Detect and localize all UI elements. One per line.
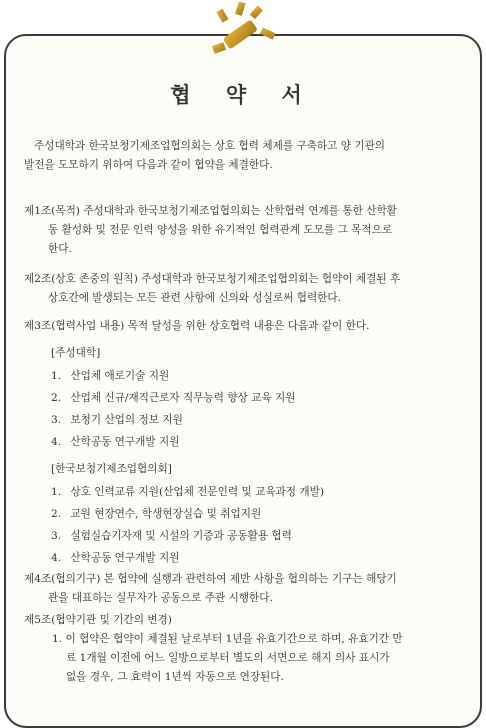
article-3-line: 제3조(협력사업 내용) 목적 달성을 위한 상호협력 내용은 다음과 같이 한다. (24, 320, 370, 332)
list-item: 1. 산업체 애로기술 지원 (51, 370, 170, 382)
article-5 (24, 611, 403, 687)
intro-line: 발전을 도모하기 위하여 다음과 같이 협약을 체결한다. (24, 159, 273, 171)
article-1 (24, 202, 397, 259)
article-5-title: 제5조(협약기관 및 기간의 변경) (24, 614, 172, 626)
list-item: 3. 보청기 산업의 정보 지원 (51, 414, 183, 426)
article-2-line: 제2조(상호 존중의 원칙) 주성대학과 한국보청기제조업협의회는 협약이 체결된 후 (24, 273, 401, 285)
article-1-line: 한다. (48, 243, 72, 255)
group-2-title: [한국보청기제조업협의회] (51, 463, 172, 475)
group-2-list (51, 481, 324, 569)
list-item: 2. 산업체 신규/재직근로자 직무능력 향상 교육 지원 (51, 392, 296, 404)
article-5-line: 료 1개월 이전에 어느 일방으로부터 별도의 서면으로 해지 의사 표시가 (66, 652, 390, 664)
article-2 (24, 270, 400, 308)
article-3 (24, 317, 369, 336)
article-2-line: 상호간에 발생되는 모든 관련 사항에 신의와 성실로써 협력한다. (48, 292, 342, 304)
group-1-list (51, 365, 295, 453)
list-item: 2. 교원 현장연수, 학생현장실습 및 취업지원 (51, 508, 262, 520)
article-5-line: 없을 경우, 그 효력이 1년씩 자동으로 연장된다. (66, 671, 284, 683)
article-4-line: 제4조(협의기구) 본 협약에 실행과 관련하여 제반 사항을 협의하는 기구는 해당기 (24, 573, 397, 585)
article-1-line: 제1조(목적) 주성대학과 한국보청기제조업협의회는 산학협력 연계를 통한 산학활 (24, 205, 397, 217)
group-1-title: [주성대학] (51, 347, 101, 359)
article-4-line: 관을 대표하는 실무자가 공동으로 주관 시행한다. (48, 592, 273, 604)
article-5-line: 1. 이 협약은 협약이 체결된 날로부터 1년을 유효기간으로 하며, 유효기간 만 (52, 633, 403, 645)
intro-line: 주성대학과 한국보청기제조업협의회는 상호 협력 체제를 구축하고 양 기관의 (34, 140, 386, 152)
organization-emblem-logo (203, 2, 285, 68)
intro-paragraph (24, 137, 386, 175)
list-item: 4. 산학공동 연구개발 지원 (51, 436, 180, 448)
list-item: 4. 산학공동 연구개발 지원 (51, 552, 180, 564)
list-item: 3. 실험실습기자재 및 시설의 기증과 공동활용 협력 (51, 530, 292, 542)
document-title: 협 약 서 (170, 82, 316, 107)
list-item: 1. 상호 인력교류 지원(산업체 전문인력 및 교육과정 개발) (51, 486, 324, 498)
article-1-line: 동 활성화 및 전문 인력 양성을 위한 유기적인 협력관계 도모를 그 목적으로 (48, 224, 393, 236)
article-4 (24, 570, 397, 608)
